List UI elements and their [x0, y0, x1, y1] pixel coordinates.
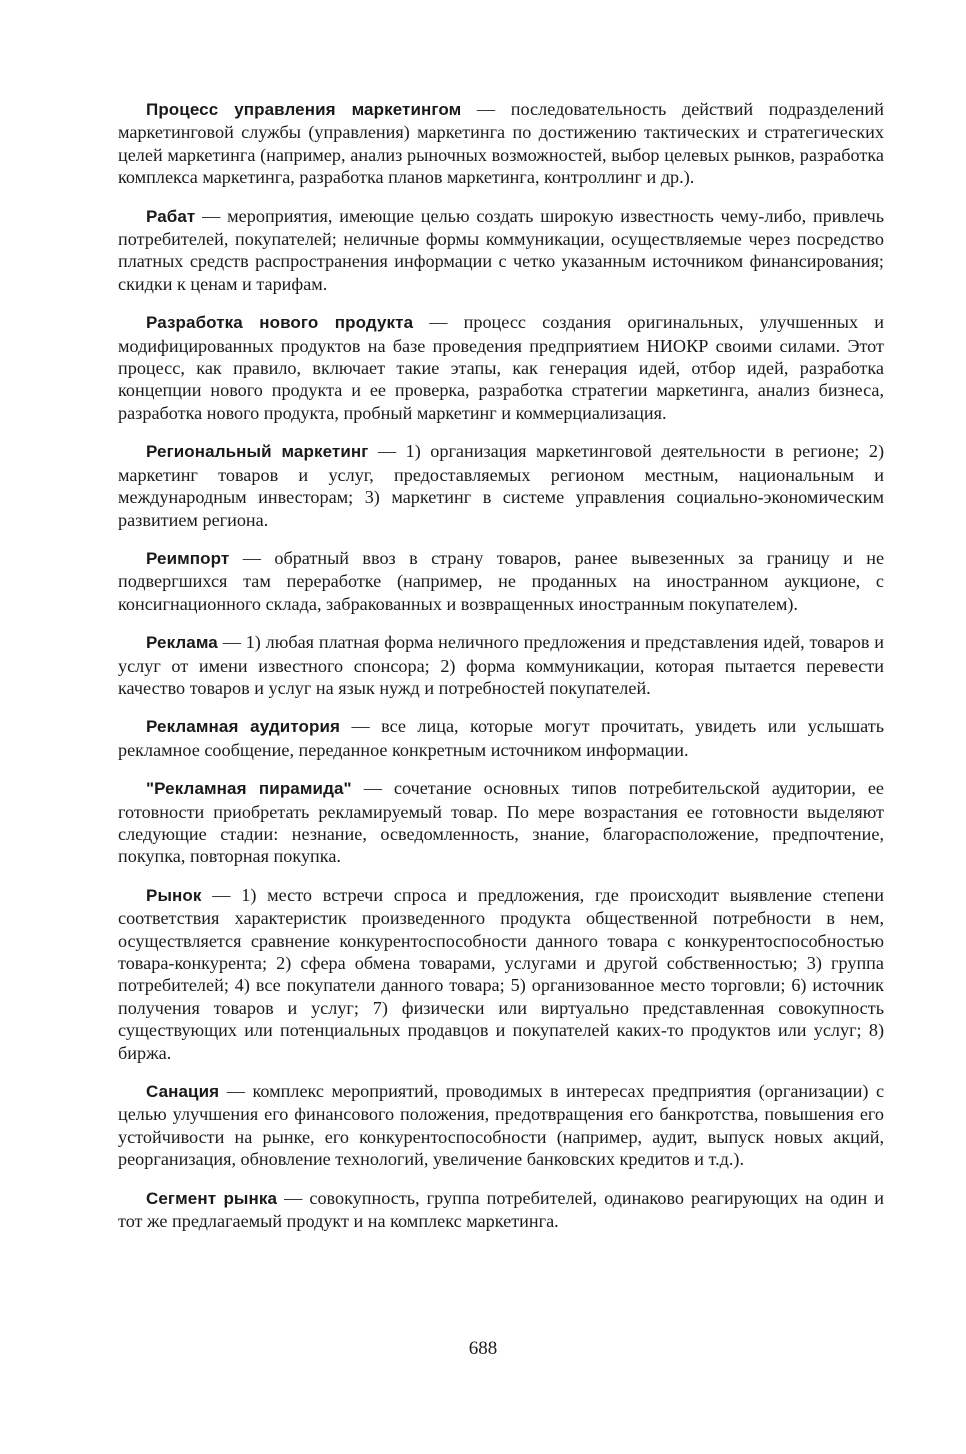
entry-dash: —: [226, 1081, 245, 1102]
entry-regional-marketing: [118, 440, 884, 531]
entry-sanation: [118, 1080, 884, 1171]
entry-term: Рекламная аудитория: [146, 717, 341, 737]
entry-dash: —: [363, 778, 382, 799]
entry-new-product-development: [118, 311, 884, 424]
entry-term: Рынок: [146, 885, 202, 905]
entry-term: Разработка нового продукта: [146, 313, 414, 333]
entry-rabat: [118, 205, 884, 296]
page-number: 688: [468, 1338, 498, 1359]
entry-term: Санация: [146, 1082, 220, 1102]
entry-term: "Рекламная пирамида": [146, 779, 352, 799]
entry-dash: —: [284, 1187, 303, 1208]
entry-advertising-audience: [118, 715, 884, 761]
entry-dash: —: [212, 884, 231, 905]
entry-dash: —: [242, 547, 261, 568]
entry-definition: совокупность, группа потребителей, одинаково реагирующих на один и тот же предлагаемый продукт и на комплекс маркетинга.: [118, 1187, 885, 1232]
entry-market: [118, 884, 884, 1064]
entry-advertising: [118, 631, 884, 699]
entry-dash: —: [351, 716, 370, 737]
dictionary-page: [118, 98, 884, 1398]
entry-definition: все лица, которые могут прочитать, увидеть или услышать рекламное сообщение, переданное конкретным источником информации.: [118, 716, 885, 760]
entry-dash: —: [202, 205, 221, 226]
entry-reimport: [118, 547, 884, 615]
entry-market-segment: [118, 1187, 884, 1233]
entry-term: Реимпорт: [146, 548, 230, 568]
entry-definition: 1) организация маркетинговой деятельности в регионе; 2) маркетинг товаров и услуг, предоставляемых регионом местным, национальным и международным инвесторам; 3) маркетинг в системе управления социально-экономическим развитием региона.: [118, 441, 885, 530]
entry-process-management: [118, 98, 884, 189]
entry-advertising-pyramid: [118, 777, 884, 868]
entry-definition: процесс создания оригинальных, улучшенных и модифицированных продуктов на базе проведения предприятием НИОКР своими силами. Этот процесс, как правило, включает такие этапы, как генерация идей, отбор идей, разработка концепции нового продукта и ее проверка, разработка стратегии маркетинга, анализ бизнеса, разработка нового продукта, пробный маркетинг и коммерциализация.: [118, 312, 885, 423]
entry-term: Реклама: [146, 633, 218, 653]
entry-dash: —: [377, 441, 397, 462]
entry-definition: обратный ввоз в страну товаров, ранее вывезенных за границу и не подвергшихся там переработке (например, не проданных на иностранном аукционе, с консигнационного склада, забракованных и возвращенных иностранным покупателем).: [118, 547, 885, 614]
entry-definition: сочетание основных типов потребительской аудитории, ее готовности приобретать рекламируемый товар. По мере возрастания ее готовности выделяют следующие стадии: незнание, осведомленность, знание, благорасположение, предпочтение, покупка, повторная покупка.: [118, 778, 884, 867]
entry-definition: мероприятия, имеющие целью создать широкую известность чему-либо, привлечь потребителей, покупателей; неличные формы коммуникации, осуществляемые через посредство платных средств распространения информации с четко указанным источником финансирования; скидки к ценам и тарифам.: [118, 205, 885, 294]
entry-term: Процесс управления маркетингом: [146, 100, 462, 119]
entry-dash: —: [222, 632, 241, 653]
entry-definition: комплекс мероприятий, проводимых в интересах предприятия (организации) с целью улучшения его финансового положения, предотвращения его банкротства, повышения его устойчивости на рынке, его конкурентоспособности (например, аудит, выпуск новых акций, реорганизация, обновление технологий, увеличение банковских кредитов и т.д.).: [118, 1081, 885, 1170]
entry-definition: 1) место встречи спроса и предложения, где происходит выявление степени соответствия характеристик произведенного продукта общественной потребности в нем, осуществляется сравнение конкурентоспособности данного товара с конкурентоспособностью товара-конкурента; 2) сфера обмена товарами, услугами и другой собственностью; 3) группа потребителей; 4) все покупатели данного товара; 5) организованное место торговли; 6) источник получения товаров и услуг; 7) физически или виртуально представленная совокупность существующих или потенциальных продавцов и покупателей каких-то продуктов или услуг; 8) биржа.: [118, 884, 885, 1063]
entry-term: Сегмент рынка: [146, 1188, 278, 1208]
entry-definition: последовательность действий подразделений маркетинговой службы (управления) маркетинга по достижению тактических и стратегических целей маркетинга (например, анализ рыночных возможностей, выбор целевых рынков, разработка комплекса маркетинга, разработка планов маркетинга, контроллинг и др.).: [118, 99, 885, 188]
entry-definition: 1) любая платная форма неличного предложения и представления идей, товаров и услуг от имени известного спонсора; 2) форма коммуникации, которая пытается перевести качество товаров и услуг на язык нужд и потребностей покупателей.: [118, 632, 885, 698]
entry-term: Рабат: [146, 206, 196, 226]
entry-dash: —: [476, 99, 496, 119]
entry-term: Региональный маркетинг: [146, 442, 369, 462]
entry-dash: —: [429, 312, 448, 333]
